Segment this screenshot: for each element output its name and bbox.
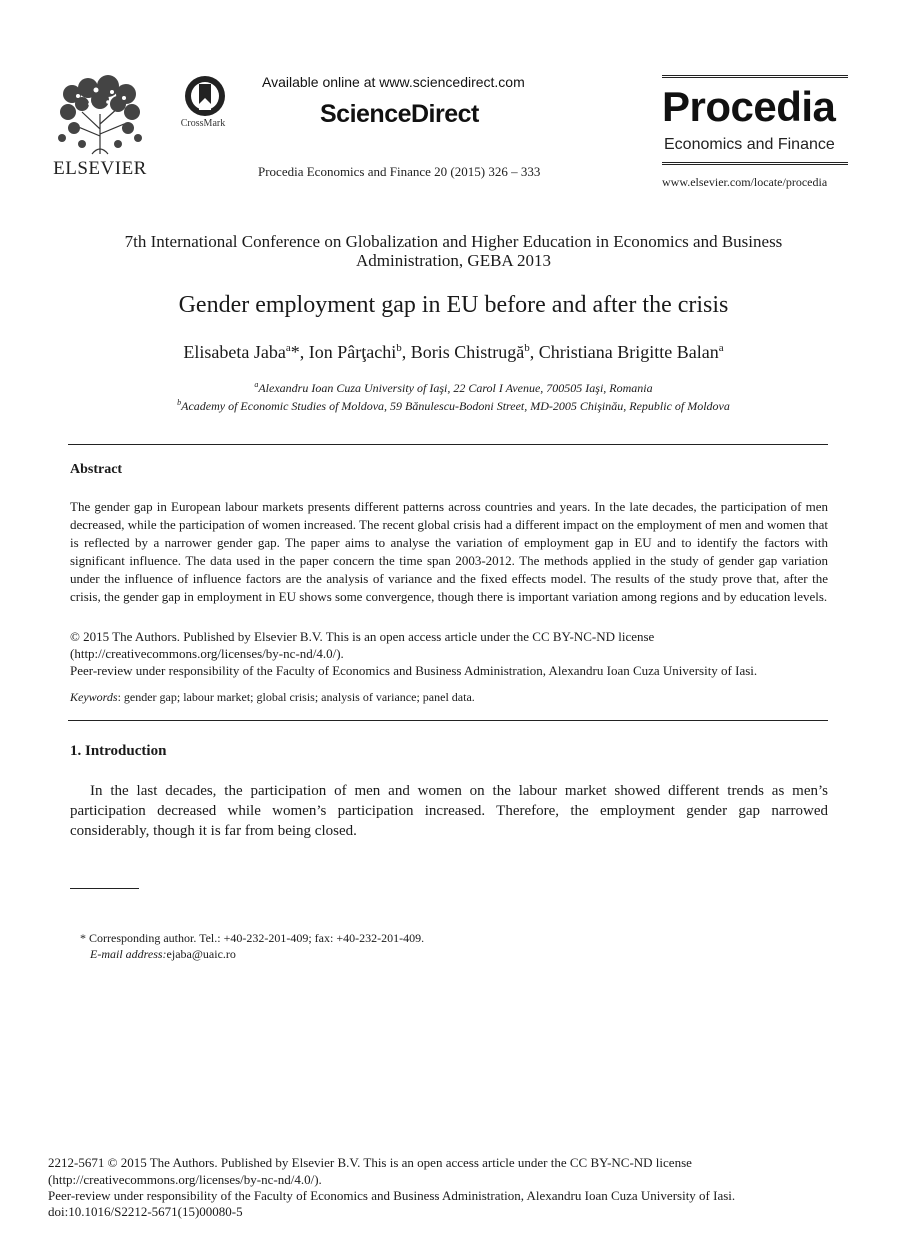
author-separator: ,: [529, 342, 539, 362]
email-address[interactable]: ejaba@uaic.ro: [166, 947, 236, 961]
affiliation-a: [40, 380, 867, 396]
issn-line: 2212-5671 © 2015 The Authors. Published by Elsevier B.V. This is an open access article under the CC BY-NC-ND license: [48, 1155, 692, 1170]
affiliation-text: Academy of Economic Studies of Moldova, 59 Bănulescu-Bodoni Street, MD-2005 Chişinău, Republic of Moldova: [181, 399, 730, 413]
divider-bottom: [68, 720, 828, 721]
bottom-peer-review: Peer-review under responsibility of the Faculty of Economics and Business Administration, Alexandru Ioan Cuza University of Iasi.: [48, 1188, 736, 1203]
license-notice: [70, 629, 654, 662]
affiliation-mark: b: [177, 398, 182, 407]
author-affiliation-mark: b: [524, 342, 530, 354]
procedia-title: Procedia: [662, 83, 836, 130]
available-online-text: Available online at www.sciencedirect.com: [262, 74, 525, 90]
abstract-heading: Abstract: [70, 462, 123, 477]
peer-review-notice: Peer-review under responsibility of the Faculty of Economics and Business Administration, Alexandru Ioan Cuza University of Iasi.: [70, 663, 758, 678]
conference-name: [40, 232, 867, 270]
journal-citation: Procedia Economics and Finance 20 (2015) 326 – 333: [258, 164, 541, 179]
author-list: [40, 342, 867, 363]
email-note: [90, 947, 236, 962]
corresponding-author-note: * Corresponding author. Tel.: +40-232-201-409; fax: +40-232-201-409.: [80, 931, 425, 945]
procedia-rule-bottom: [662, 162, 848, 165]
keywords-label: Keywords: [70, 690, 118, 704]
author-affiliation-mark: a: [718, 342, 724, 354]
abstract-body: The gender gap in European labour markets presents different patterns across countries and years. In the late decades, the participation of men decreased, while the participation of women increased. The recent global crisis had a different impact on the employment of men and women that is reflected by a narrower gender gap. The paper aims to analyse the variation of employment gap in EU and to identify the factors with significant influence. The data used in the paper concern the time span 2003-2012. The methods applied in the study of gender gap variation under the influence of influence factors are the analysis of variance and the fixed effects model. The results of the study prove that, after the crisis, the gender gap in employment in EU shows some convergence, though there is important variation among regions and by education levels.: [70, 499, 828, 604]
author-name: Elisabeta Jaba: [183, 342, 286, 362]
affiliation-b: [40, 398, 867, 414]
conference-line-1: 7th International Conference on Globalization and Higher Education in Economics and Business: [124, 232, 783, 251]
author-affiliation-mark: b: [396, 342, 402, 354]
author-separator: ,: [401, 342, 411, 362]
license-text: © 2015 The Authors. Published by Elsevier B.V. This is an open access article under the CC BY-NC-ND license: [70, 629, 655, 644]
author-separator: *,: [290, 342, 309, 362]
affiliation-mark: a: [254, 380, 259, 389]
author-affiliation-mark: a: [285, 342, 291, 354]
crossmark-label: CrossMark: [180, 118, 226, 129]
license-link[interactable]: (http://creativecommons.org/licenses/by-nc-nd/4.0/).: [70, 645, 344, 661]
keywords-list: : gender gap; labour market; global crisis; analysis of variance; panel data.: [117, 690, 475, 704]
author-name: Ion Pârţachi: [308, 342, 397, 362]
section-heading-introduction: 1. Introduction: [70, 743, 167, 759]
issn-license-notice: [48, 1155, 692, 1188]
email-label: E-mail address:: [90, 947, 167, 961]
affiliation-text: Alexandru Ioan Cuza University of Iaşi, 22 Carol I Avenue, 700505 Iaşi, Romania: [258, 381, 653, 395]
bottom-license-link[interactable]: (http://creativecommons.org/licenses/by-nc-nd/4.0/).: [48, 1171, 322, 1187]
procedia-subtitle: Economics and Finance: [664, 136, 835, 153]
author-name: Boris Chistrugă: [410, 342, 525, 362]
procedia-rule-top: [662, 75, 848, 78]
procedia-url[interactable]: www.elsevier.com/locate/procedia: [662, 175, 828, 189]
introduction-paragraph: In the last decades, the participation of men and women on the labour market showed different trends as men’s participation decreased while women’s participation increased. Therefore, the employment gender gap narrowed considerably, though it is far from being closed.: [70, 783, 828, 839]
conference-line-2: Administration, GEBA 2013: [355, 251, 552, 270]
sciencedirect-logo-text[interactable]: ScienceDirect: [320, 100, 479, 128]
publisher-name: ELSEVIER: [53, 158, 147, 179]
keywords-line: [70, 690, 475, 705]
doi[interactable]: doi:10.1016/S2212-5671(15)00080-5: [48, 1204, 243, 1219]
divider-top: [68, 444, 828, 445]
paper-title: Gender employment gap in EU before and after the crisis: [178, 292, 729, 318]
footnote-rule: [70, 888, 139, 889]
author-name: Christiana Brigitte Balan: [538, 342, 719, 362]
